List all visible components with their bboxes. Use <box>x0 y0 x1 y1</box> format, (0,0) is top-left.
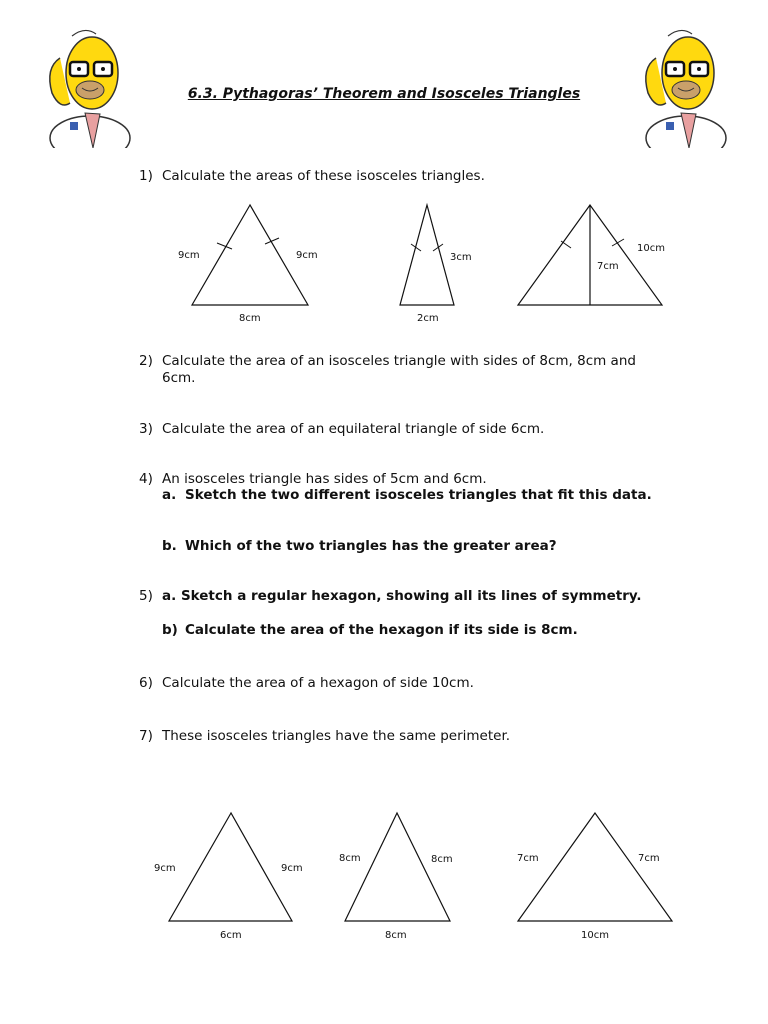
question-number: 7) <box>139 728 153 744</box>
isosceles-triangle-7-7-10 <box>518 813 672 921</box>
page-title: 6.3. Pythagoras’ Theorem and Isosceles Triangles <box>187 86 581 102</box>
part-text: Which of the two triangles has the greater area? <box>185 538 557 554</box>
height-label: 7cm <box>597 261 619 272</box>
part-key: a. <box>162 487 177 503</box>
equilateral-triangle-8 <box>345 813 450 921</box>
isosceles-triangle-9-9-6 <box>169 813 292 921</box>
question-text: Calculate the area of an equilateral triangle of side 6cm. <box>162 421 545 437</box>
base-label: 6cm <box>220 930 242 941</box>
side-label: 8cm <box>339 853 361 864</box>
part-key: b) <box>162 622 178 638</box>
question-number: 6) <box>139 675 153 691</box>
question-number: 1) <box>139 168 153 184</box>
side-label: 7cm <box>638 853 660 864</box>
question-text: Calculate the area of an isosceles triangle with sides of 8cm, 8cm and 6cm. <box>162 353 636 386</box>
part-key: b. <box>162 538 177 554</box>
question-text: An isosceles triangle has sides of 5cm and 6cm. <box>162 471 487 487</box>
question-text: Calculate the areas of these isosceles triangles. <box>162 168 485 184</box>
side-label: 9cm <box>178 250 200 261</box>
side-label: 9cm <box>281 863 303 874</box>
question-text: a. Sketch a regular hexagon, showing all its lines of symmetry. <box>162 588 642 604</box>
base-label: 10cm <box>581 930 609 941</box>
part-text: Sketch the two different isosceles triangles that fit this data. <box>185 487 652 503</box>
question-text: These isosceles triangles have the same perimeter. <box>162 728 511 744</box>
side-label: 9cm <box>154 863 176 874</box>
base-label: 8cm <box>385 930 407 941</box>
side-label: 8cm <box>431 854 453 865</box>
base-label: 8cm <box>239 313 261 324</box>
side-label: 7cm <box>517 853 539 864</box>
base-label: 2cm <box>417 313 439 324</box>
side-label: 9cm <box>296 250 318 261</box>
question-number: 4) <box>139 471 153 487</box>
part-text: Calculate the area of the hexagon if its side is 8cm. <box>185 622 578 638</box>
question-number: 2) <box>139 353 153 369</box>
question-text: Calculate the area of a hexagon of side 10cm. <box>162 675 474 691</box>
question-number: 5) <box>139 588 153 604</box>
side-label: 10cm <box>637 243 665 254</box>
side-label: 3cm <box>450 252 472 263</box>
question-number: 3) <box>139 421 153 437</box>
